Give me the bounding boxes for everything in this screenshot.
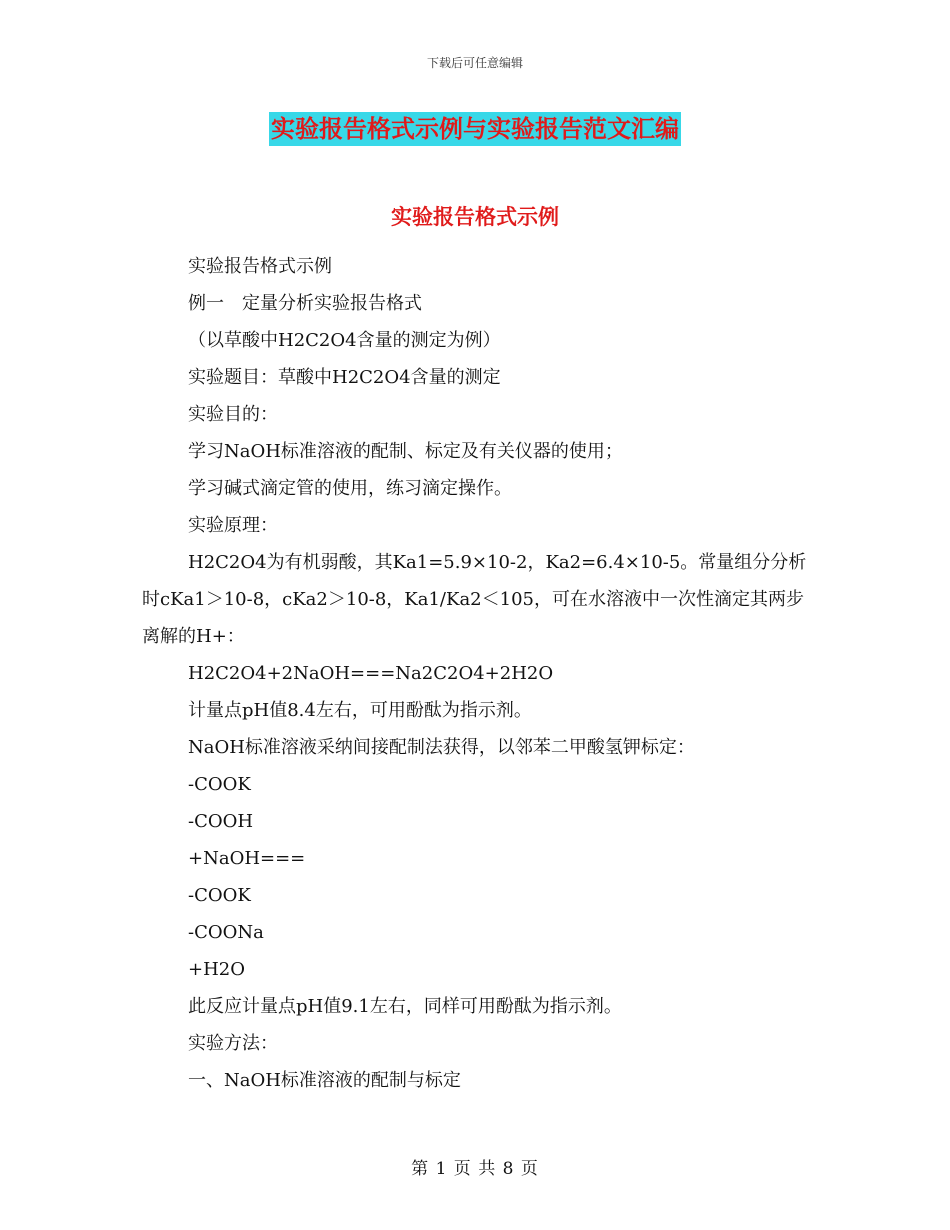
page-number-footer: 第 1 页 共 8 页 — [411, 1159, 539, 1179]
paragraph: NaOH标准溶液采纳间接配制法获得，以邻苯二甲酸氢钾标定： — [188, 737, 695, 758]
paragraph: 例一 定量分析实验报告格式 — [188, 293, 422, 314]
paragraph: -COOH — [188, 811, 254, 832]
paragraph: 计量点pH值8.4左右，可用酚酞为指示剂。 — [188, 700, 532, 721]
paragraph: 实验目的： — [188, 404, 278, 425]
paragraph: -COOK — [188, 885, 251, 906]
paragraph: 实验报告格式示例 — [188, 256, 332, 277]
paragraph: （以草酸中H2C2O4含量的测定为例） — [188, 330, 501, 351]
paragraph: 一、NaOH标准溶液的配制与标定 — [188, 1070, 461, 1091]
paragraph: +NaOH=== — [188, 848, 306, 869]
document-body — [142, 248, 812, 1099]
paragraph: 实验方法： — [188, 1033, 278, 1054]
paragraph: -COOK — [188, 774, 251, 795]
paragraph: H2C2O4为有机弱酸，其Ka1=5.9×10-2，Ka2=6.4×10-5。常量组分分析时cKa1＞10-8，cKa2＞10-8，Ka1/Ka2＜105，可在水溶液中一次性滴定其两步离解的H+： — [142, 552, 807, 647]
document-title-text: 实验报告格式示例与实验报告范文汇编 — [269, 112, 681, 146]
paragraph: 实验原理： — [188, 515, 278, 536]
paragraph: +H2O — [188, 959, 245, 980]
paragraph: -COONa — [188, 922, 264, 943]
section-title: 实验报告格式示例 — [391, 204, 559, 229]
header-note: 下载后可任意编辑 — [426, 56, 523, 70]
paragraph: 实验题目：草酸中H2C2O4含量的测定 — [188, 367, 501, 388]
document-title — [0, 112, 950, 146]
paragraph: 学习NaOH标准溶液的配制、标定及有关仪器的使用； — [188, 441, 623, 462]
paragraph: 学习碱式滴定管的使用，练习滴定操作。 — [188, 478, 512, 499]
paragraph: 此反应计量点pH值9.1左右，同样可用酚酞为指示剂。 — [188, 996, 622, 1017]
paragraph: H2C2O4+2NaOH===Na2C2O4+2H2O — [188, 663, 554, 684]
